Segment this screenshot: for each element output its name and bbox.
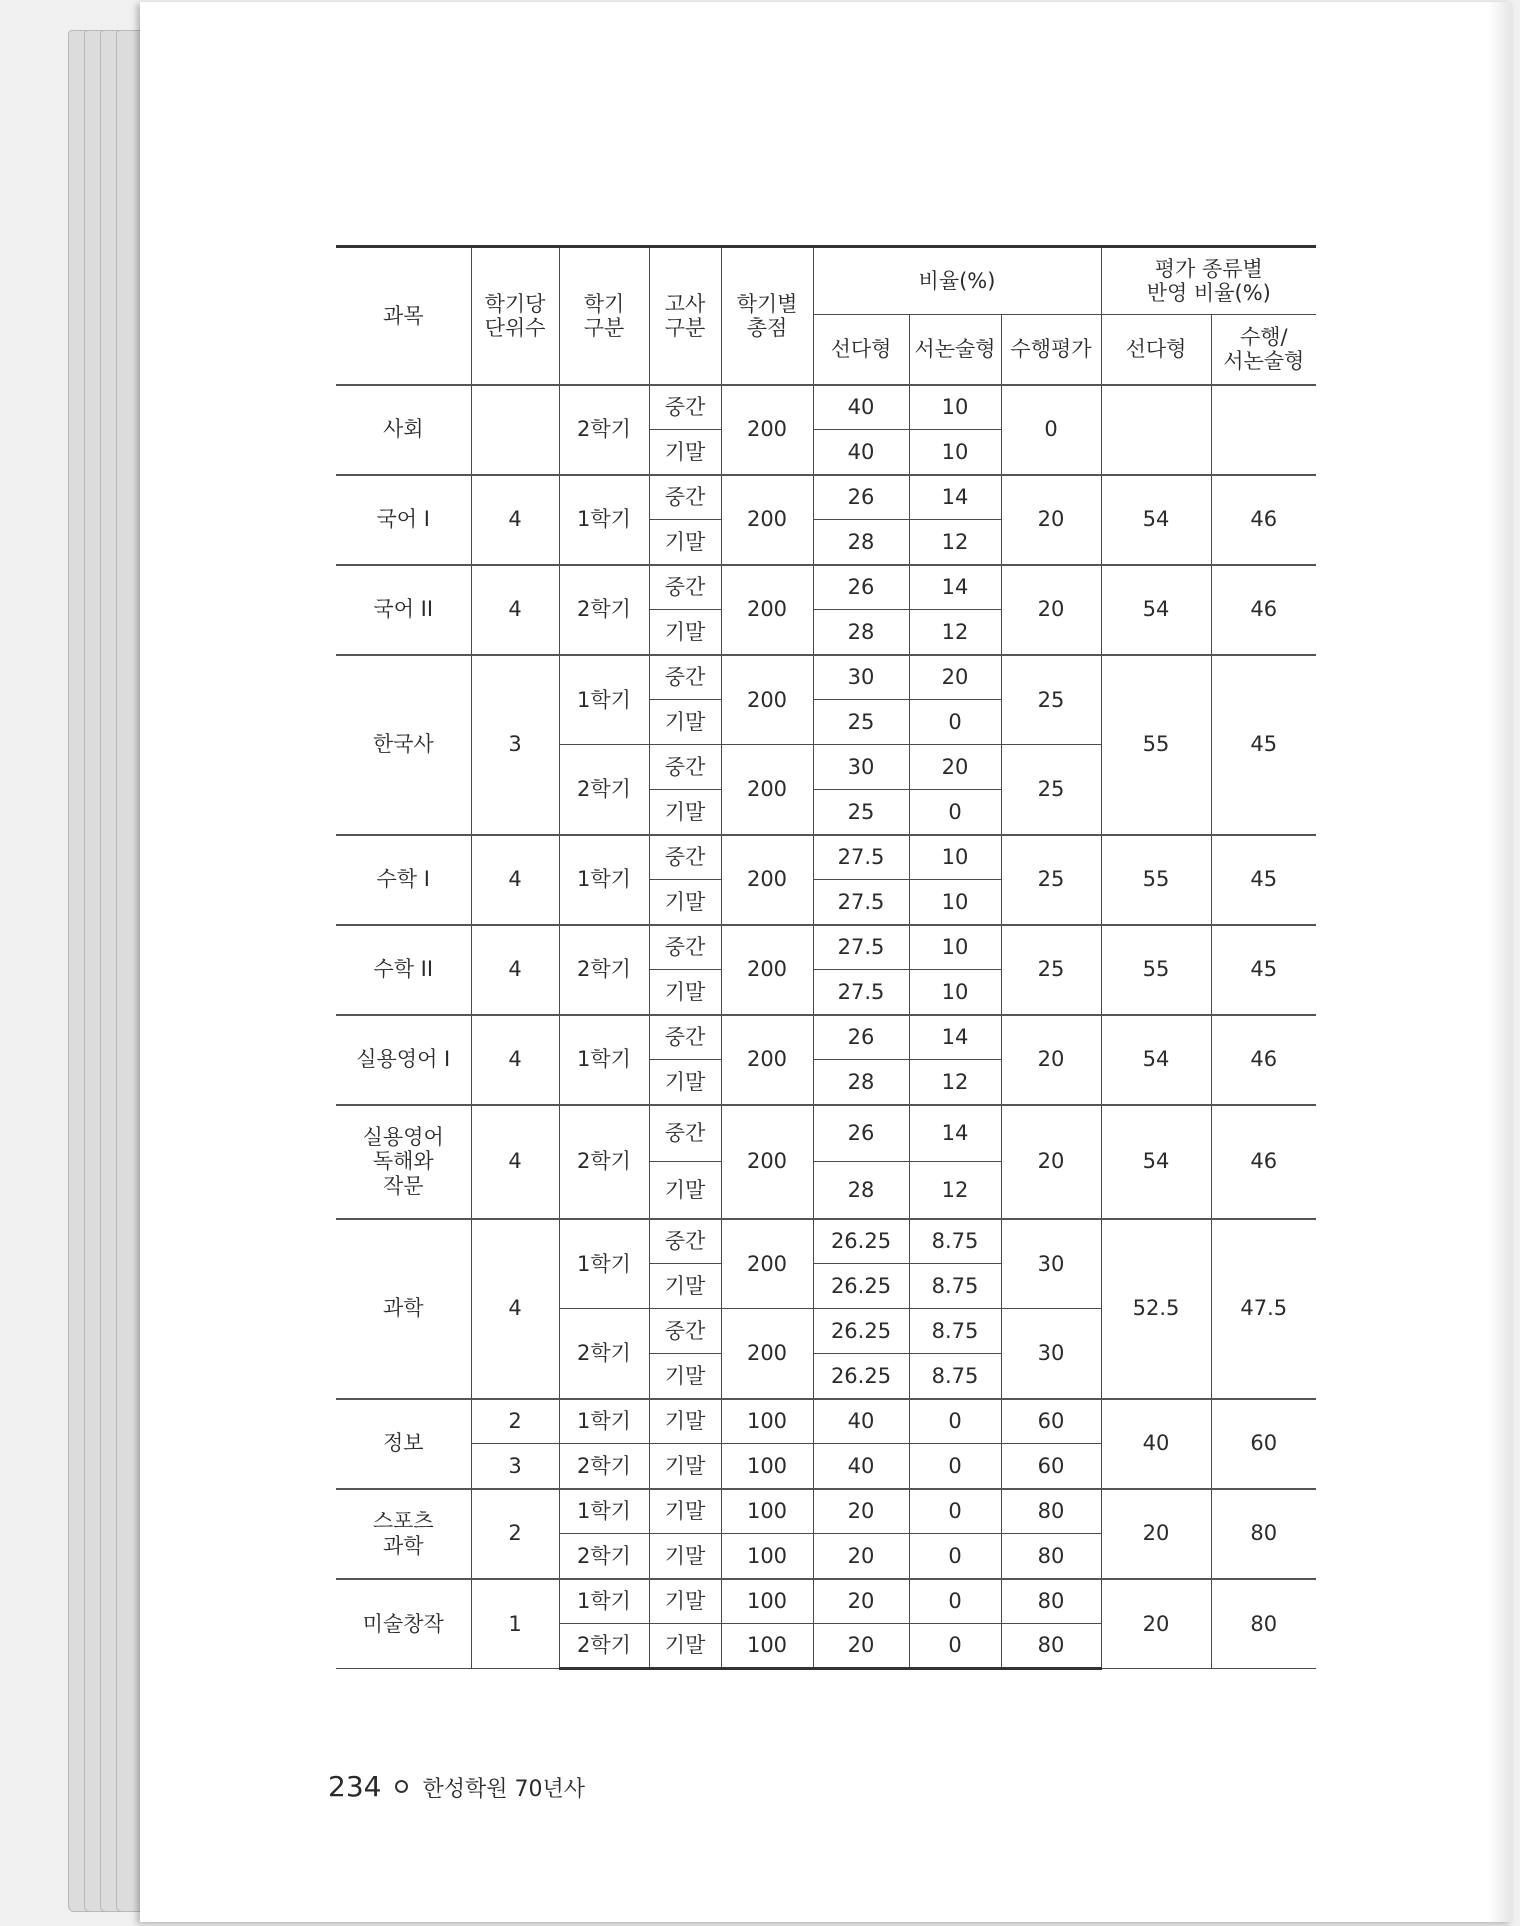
total-cell: 200	[721, 1309, 813, 1399]
reflect-perf-cell: 80	[1211, 1579, 1316, 1669]
perf-cell: 25	[1001, 655, 1101, 745]
mc-cell: 20	[813, 1579, 909, 1624]
semester-cell: 1학기	[559, 1489, 649, 1534]
mc-cell: 40	[813, 430, 909, 475]
exam-cell: 기말	[649, 1579, 721, 1624]
mc-cell: 30	[813, 745, 909, 790]
reflect-perf-cell: 45	[1211, 835, 1316, 925]
reflect-mc-cell: 20	[1101, 1579, 1211, 1669]
mc-cell: 26.25	[813, 1264, 909, 1309]
perf-cell: 30	[1001, 1309, 1101, 1399]
subject-cell: 국어 II	[336, 565, 471, 655]
essay-cell: 10	[909, 925, 1001, 970]
perf-cell: 60	[1001, 1444, 1101, 1489]
semester-cell: 2학기	[559, 1534, 649, 1579]
header-reflect-mc: 선다형	[1101, 315, 1211, 385]
semester-cell: 1학기	[559, 1219, 649, 1309]
reflect-perf-cell: 46	[1211, 1105, 1316, 1219]
mc-cell: 28	[813, 1162, 909, 1219]
total-cell: 200	[721, 1105, 813, 1219]
exam-cell: 기말	[649, 1060, 721, 1105]
essay-cell: 10	[909, 880, 1001, 925]
page-gutter-shade	[1488, 2, 1512, 1922]
semester-cell: 1학기	[559, 835, 649, 925]
perf-cell: 20	[1001, 1015, 1101, 1105]
essay-cell: 12	[909, 1060, 1001, 1105]
table-row	[336, 1015, 1316, 1060]
header-essay: 서논술형	[909, 315, 1001, 385]
essay-cell: 0	[909, 1399, 1001, 1444]
essay-cell: 10	[909, 430, 1001, 475]
reflect-mc-cell: 54	[1101, 1015, 1211, 1105]
perf-cell: 25	[1001, 835, 1101, 925]
table-row	[336, 925, 1316, 970]
units-cell: 4	[471, 1015, 559, 1105]
mc-cell: 28	[813, 1060, 909, 1105]
perf-cell: 0	[1001, 385, 1101, 475]
header-ratio: 비율(%)	[813, 247, 1101, 315]
reflect-mc-cell: 54	[1101, 1105, 1211, 1219]
reflect-mc-cell: 55	[1101, 655, 1211, 835]
exam-cell: 기말	[649, 880, 721, 925]
mc-cell: 40	[813, 1399, 909, 1444]
exam-cell: 기말	[649, 1354, 721, 1399]
exam-cell: 기말	[649, 1624, 721, 1669]
essay-cell: 10	[909, 970, 1001, 1015]
reflect-perf-cell: 46	[1211, 1015, 1316, 1105]
subject-cell: 미술창작	[336, 1579, 471, 1669]
essay-cell: 8.75	[909, 1309, 1001, 1354]
essay-cell: 8.75	[909, 1264, 1001, 1309]
book-title: 한성학원 70년사	[422, 1777, 585, 1802]
reflect-mc-cell: 55	[1101, 925, 1211, 1015]
mc-cell: 27.5	[813, 970, 909, 1015]
essay-cell: 14	[909, 1015, 1001, 1060]
exam-cell: 기말	[649, 1162, 721, 1219]
essay-cell: 0	[909, 1489, 1001, 1534]
mc-cell: 25	[813, 790, 909, 835]
reflect-mc-cell: 20	[1101, 1489, 1211, 1579]
units-cell	[471, 385, 559, 475]
essay-cell: 14	[909, 1105, 1001, 1162]
page-footer	[328, 1770, 585, 1803]
units-cell: 3	[471, 655, 559, 835]
units-cell: 4	[471, 1105, 559, 1219]
exam-cell: 기말	[649, 790, 721, 835]
essay-cell: 12	[909, 520, 1001, 565]
essay-cell: 8.75	[909, 1354, 1001, 1399]
table-row	[336, 565, 1316, 610]
table-row	[336, 835, 1316, 880]
total-cell: 200	[721, 745, 813, 835]
total-cell: 200	[721, 385, 813, 475]
mc-cell: 20	[813, 1534, 909, 1579]
essay-cell: 0	[909, 1444, 1001, 1489]
page-number: 234	[328, 1770, 382, 1803]
units-cell: 1	[471, 1579, 559, 1669]
total-cell: 200	[721, 925, 813, 1015]
perf-cell: 20	[1001, 1105, 1101, 1219]
total-cell: 200	[721, 1219, 813, 1309]
essay-cell: 0	[909, 1624, 1001, 1669]
header-reflect: 평가 종류별 반영 비율(%)	[1101, 247, 1316, 315]
exam-cell: 중간	[649, 475, 721, 520]
units-cell: 4	[471, 565, 559, 655]
essay-cell: 12	[909, 1162, 1001, 1219]
total-cell: 100	[721, 1489, 813, 1534]
exam-cell: 중간	[649, 565, 721, 610]
mc-cell: 26.25	[813, 1354, 909, 1399]
reflect-perf-cell: 46	[1211, 475, 1316, 565]
units-cell: 4	[471, 835, 559, 925]
semester-cell: 2학기	[559, 925, 649, 1015]
mc-cell: 28	[813, 520, 909, 565]
reflect-mc-cell: 55	[1101, 835, 1211, 925]
essay-cell: 8.75	[909, 1219, 1001, 1264]
total-cell: 100	[721, 1399, 813, 1444]
reflect-mc-cell: 54	[1101, 475, 1211, 565]
semester-cell: 2학기	[559, 745, 649, 835]
exam-cell: 중간	[649, 745, 721, 790]
total-cell: 100	[721, 1579, 813, 1624]
units-cell: 2	[471, 1489, 559, 1579]
perf-cell: 60	[1001, 1399, 1101, 1444]
essay-cell: 12	[909, 610, 1001, 655]
table-row	[336, 1399, 1316, 1444]
mc-cell: 26	[813, 1015, 909, 1060]
semester-cell: 2학기	[559, 565, 649, 655]
mc-cell: 26.25	[813, 1219, 909, 1264]
table-row	[336, 1219, 1316, 1264]
subject-cell: 수학 II	[336, 925, 471, 1015]
table-row	[336, 475, 1316, 520]
units-cell: 4	[471, 1219, 559, 1399]
header-subject: 과목	[336, 247, 471, 385]
bullet-dot-icon	[395, 1780, 408, 1793]
semester-cell: 1학기	[559, 655, 649, 745]
reflect-perf-cell: 47.5	[1211, 1219, 1316, 1399]
essay-cell: 0	[909, 1534, 1001, 1579]
total-cell: 200	[721, 475, 813, 565]
exam-cell: 기말	[649, 1399, 721, 1444]
table-row	[336, 655, 1316, 700]
subject-cell: 실용영어 I	[336, 1015, 471, 1105]
mc-cell: 26	[813, 1105, 909, 1162]
subject-cell: 국어 I	[336, 475, 471, 565]
header-performance: 수행평가	[1001, 315, 1101, 385]
mc-cell: 20	[813, 1624, 909, 1669]
perf-cell: 80	[1001, 1534, 1101, 1579]
perf-cell: 80	[1001, 1489, 1101, 1534]
exam-cell: 기말	[649, 1444, 721, 1489]
total-cell: 200	[721, 655, 813, 745]
reflect-mc-cell: 54	[1101, 565, 1211, 655]
exam-cell: 기말	[649, 1489, 721, 1534]
exam-cell: 중간	[649, 1219, 721, 1264]
mc-cell: 26.25	[813, 1309, 909, 1354]
reflect-perf-cell	[1211, 385, 1316, 475]
essay-cell: 10	[909, 385, 1001, 430]
total-cell: 100	[721, 1534, 813, 1579]
semester-cell: 2학기	[559, 1444, 649, 1489]
exam-cell: 중간	[649, 1015, 721, 1060]
total-cell: 200	[721, 1015, 813, 1105]
mc-cell: 40	[813, 1444, 909, 1489]
perf-cell: 20	[1001, 565, 1101, 655]
exam-cell: 기말	[649, 970, 721, 1015]
mc-cell: 27.5	[813, 925, 909, 970]
essay-cell: 20	[909, 745, 1001, 790]
table-row	[336, 1489, 1316, 1534]
perf-cell: 80	[1001, 1579, 1101, 1624]
mc-cell: 27.5	[813, 880, 909, 925]
perf-cell: 80	[1001, 1624, 1101, 1669]
reflect-perf-cell: 45	[1211, 925, 1316, 1015]
exam-cell: 기말	[649, 520, 721, 565]
semester-cell: 2학기	[559, 1309, 649, 1399]
essay-cell: 14	[909, 565, 1001, 610]
semester-cell: 2학기	[559, 1624, 649, 1669]
header-exam: 고사 구분	[649, 247, 721, 385]
mc-cell: 40	[813, 385, 909, 430]
header-semester: 학기 구분	[559, 247, 649, 385]
book-page	[140, 2, 1512, 1922]
reflect-mc-cell	[1101, 385, 1211, 475]
header-total: 학기별 총점	[721, 247, 813, 385]
semester-cell: 1학기	[559, 1015, 649, 1105]
total-cell: 100	[721, 1444, 813, 1489]
exam-cell: 중간	[649, 1105, 721, 1162]
semester-cell: 2학기	[559, 385, 649, 475]
units-cell: 3	[471, 1444, 559, 1489]
exam-cell: 중간	[649, 925, 721, 970]
subject-cell: 정보	[336, 1399, 471, 1489]
mc-cell: 25	[813, 700, 909, 745]
semester-cell: 1학기	[559, 1579, 649, 1624]
reflect-mc-cell: 40	[1101, 1399, 1211, 1489]
mc-cell: 20	[813, 1489, 909, 1534]
reflect-perf-cell: 45	[1211, 655, 1316, 835]
table-row	[336, 385, 1316, 430]
units-cell: 4	[471, 475, 559, 565]
mc-cell: 27.5	[813, 835, 909, 880]
exam-cell: 중간	[649, 835, 721, 880]
table-row	[336, 1105, 1316, 1162]
subject-cell: 사회	[336, 385, 471, 475]
reflect-perf-cell: 46	[1211, 565, 1316, 655]
perf-cell: 25	[1001, 745, 1101, 835]
mc-cell: 28	[813, 610, 909, 655]
exam-cell: 기말	[649, 700, 721, 745]
header-reflect-perf: 수행/ 서논술형	[1211, 315, 1316, 385]
reflect-perf-cell: 80	[1211, 1489, 1316, 1579]
mc-cell: 30	[813, 655, 909, 700]
header-units: 학기당 단위수	[471, 247, 559, 385]
exam-cell: 중간	[649, 385, 721, 430]
essay-cell: 20	[909, 655, 1001, 700]
exam-cell: 기말	[649, 1534, 721, 1579]
subject-cell: 수학 I	[336, 835, 471, 925]
total-cell: 200	[721, 835, 813, 925]
subject-cell: 실용영어 독해와 작문	[336, 1105, 471, 1219]
total-cell: 100	[721, 1624, 813, 1669]
perf-cell: 30	[1001, 1219, 1101, 1309]
subject-cell: 스포츠 과학	[336, 1489, 471, 1579]
perf-cell: 25	[1001, 925, 1101, 1015]
table-row	[336, 1579, 1316, 1624]
mc-cell: 26	[813, 565, 909, 610]
perf-cell: 20	[1001, 475, 1101, 565]
semester-cell: 1학기	[559, 475, 649, 565]
exam-cell: 기말	[649, 610, 721, 655]
essay-cell: 14	[909, 475, 1001, 520]
reflect-mc-cell: 52.5	[1101, 1219, 1211, 1399]
semester-cell: 2학기	[559, 1105, 649, 1219]
units-cell: 2	[471, 1399, 559, 1444]
subject-cell: 과학	[336, 1219, 471, 1399]
exam-cell: 기말	[649, 430, 721, 475]
exam-cell: 중간	[649, 1309, 721, 1354]
essay-cell: 0	[909, 790, 1001, 835]
subject-cell: 한국사	[336, 655, 471, 835]
units-cell: 4	[471, 925, 559, 1015]
mc-cell: 26	[813, 475, 909, 520]
exam-cell: 기말	[649, 1264, 721, 1309]
essay-cell: 10	[909, 835, 1001, 880]
grading-ratio-table	[336, 245, 1316, 1670]
semester-cell: 1학기	[559, 1399, 649, 1444]
total-cell: 200	[721, 565, 813, 655]
header-multiple-choice: 선다형	[813, 315, 909, 385]
essay-cell: 0	[909, 700, 1001, 745]
exam-cell: 중간	[649, 655, 721, 700]
essay-cell: 0	[909, 1579, 1001, 1624]
reflect-perf-cell: 60	[1211, 1399, 1316, 1489]
